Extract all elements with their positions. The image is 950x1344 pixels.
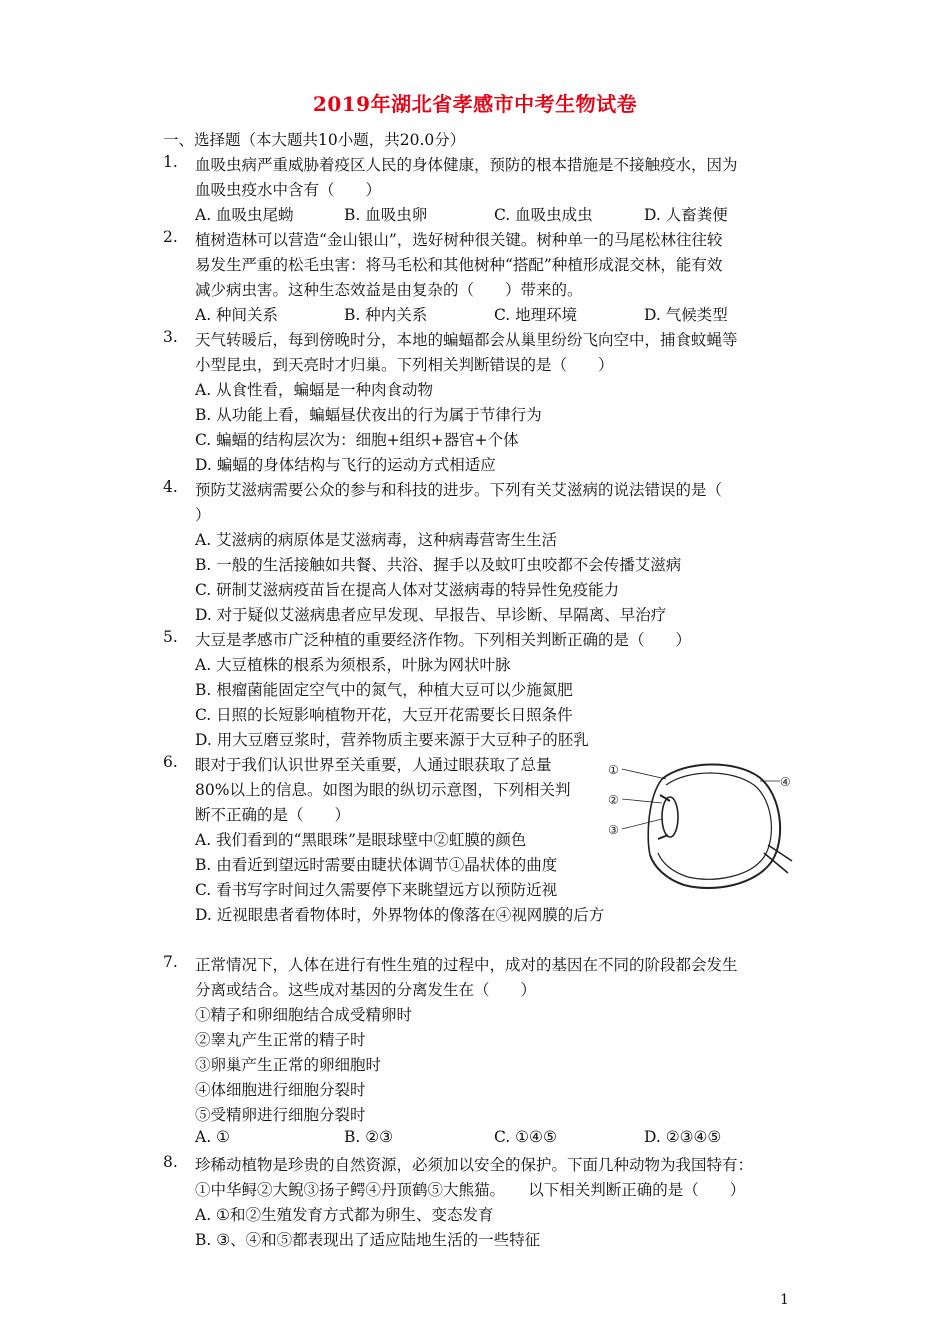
eye-diagram xyxy=(604,757,796,895)
option-d: D. 近视眼患者看物体时，外界物体的像落在④视网膜的后方 xyxy=(195,906,605,924)
option-c: C. 血吸虫成虫 xyxy=(494,206,593,224)
option-b: B. ③、④和⑤都表现出了适应陆地生活的一些特征 xyxy=(195,1231,541,1249)
option-a: A. 血吸虫尾蚴 xyxy=(195,206,294,224)
option-a: A. 从食性看，蝙蝠是一种肉食动物 xyxy=(195,381,434,399)
option-c: C. 日照的长短影响植物开花，大豆开花需要长日照条件 xyxy=(195,706,573,724)
question-number: 1. xyxy=(163,153,178,171)
label-1: ① xyxy=(608,763,619,777)
label-3: ③ xyxy=(608,823,619,837)
statement-item: ⑤受精卵进行细胞分裂时 xyxy=(195,1106,366,1124)
question-number: 4. xyxy=(163,478,178,496)
eye-lens xyxy=(662,797,678,837)
question-text: 预防艾滋病需要公众的参与和科技的进步。下列有关艾滋病的说法错误的是（ xyxy=(195,481,723,499)
eye-cornea xyxy=(648,779,662,855)
option-d: D. 蝙蝠的身体结构与飞行的运动方式相适应 xyxy=(195,456,496,474)
question-text: 易发生严重的松毛虫害：将马毛松和其他树种“搭配”种植形成混交林，能有效 xyxy=(195,256,723,274)
option-a: A. 种间关系 xyxy=(195,306,279,324)
option-c: C. 蝙蝠的结构层次为：细胞+组织+器官+个体 xyxy=(195,431,519,449)
statement-item: ①精子和卵细胞结合成受精卵时 xyxy=(195,1006,413,1024)
option-a: A. 我们看到的“黑眼珠”是眼球壁中②虹膜的颜色 xyxy=(195,831,527,849)
option-b: B. 血吸虫卵 xyxy=(344,206,428,224)
label-2: ② xyxy=(608,793,619,807)
option-d: D. 人畜粪便 xyxy=(644,206,728,224)
question-text: ①中华鲟②大鲵③扬子鳄④丹顶鹤⑤大熊猫。 以下相关判断正确的是（ ） xyxy=(195,1181,746,1199)
question-text: 减少病虫害。这种生态效益是由复杂的（ ）带来的。 xyxy=(195,281,583,299)
question-text: 80%以上的信息。如图为眼的纵切示意图，下列相关判 xyxy=(195,781,571,799)
option-d: D. 气候类型 xyxy=(644,306,728,324)
question-number: 5. xyxy=(163,628,178,646)
label-4: ④ xyxy=(780,775,791,789)
option-b: B. 种内关系 xyxy=(344,306,428,324)
statement-item: ②睾丸产生正常的精子时 xyxy=(195,1031,366,1049)
option-a: A. 大豆植株的根系为须根系，叶脉为网状叶脉 xyxy=(195,656,511,674)
eye-retina xyxy=(658,773,771,879)
question-text: 植树造林可以营造“金山银山”，选好树种很关键。树种单一的马尾松林往往较 xyxy=(195,231,723,249)
statement-item: ③卵巢产生正常的卵细胞时 xyxy=(195,1056,382,1074)
question-number: 3. xyxy=(163,328,178,346)
option-b: B. ②③ xyxy=(344,1128,394,1146)
exam-title: 2019年湖北省孝感市中考生物试卷 xyxy=(312,92,638,116)
question-text: 血吸虫病严重威胁着疫区人民的身体健康，预防的根本措施是不接触疫水，因为 xyxy=(195,156,738,174)
option-d: D. 用大豆磨豆浆时，营养物质主要来源于大豆种子的胚乳 xyxy=(195,731,589,749)
statement-item: ④体细胞进行细胞分裂时 xyxy=(195,1081,366,1099)
option-b: B. 一般的生活接触如共餐、共浴、握手以及蚊叮虫咬都不会传播艾滋病 xyxy=(195,556,682,574)
question-text: 血吸虫疫水中含有（ ） xyxy=(195,181,382,199)
option-a: A. ①和②生殖发育方式都为卵生、变态发育 xyxy=(195,1206,494,1224)
option-a: A. 艾滋病的病原体是艾滋病毒，这种病毒营寄生生活 xyxy=(195,531,558,549)
question-text: 断不正确的是（ ） xyxy=(195,806,351,824)
question-text: 眼对于我们认识世界至关重要，人通过眼获取了总量 xyxy=(195,756,552,774)
option-b: B. 根瘤菌能固定空气中的氮气，种植大豆可以少施氮肥 xyxy=(195,681,573,699)
question-text: 天气转暖后，每到傍晚时分，本地的蝙蝠都会从巢里纷纷飞向空中，捕食蚊蝇等 xyxy=(195,331,738,349)
question-number: 7. xyxy=(163,953,178,971)
option-c: C. 地理环境 xyxy=(494,306,578,324)
question-number: 6. xyxy=(163,753,178,771)
option-c: C. 研制艾滋病疫苗旨在提高人体对艾滋病毒的特异性免疫能力 xyxy=(195,581,620,599)
question-number: 2. xyxy=(163,228,178,246)
page-number: 1 xyxy=(780,1292,789,1308)
option-b: B. 从功能上看，蝙蝠昼伏夜出的行为属于节律行为 xyxy=(195,406,542,424)
question-text: 大豆是孝感市广泛种植的重要经济作物。下列相关判断正确的是（ ） xyxy=(195,631,692,649)
question-text: 分离或结合。这些成对基因的分离发生在（ ） xyxy=(195,981,537,999)
option-b: B. 由看近到望远时需要由睫状体调节①晶状体的曲度 xyxy=(195,856,558,874)
question-text: 珍稀动植物是珍贵的自然资源，必须加以安全的保护。下面几种动物为我国特有： xyxy=(195,1156,754,1174)
eye-iris xyxy=(658,795,670,839)
question-text: ） xyxy=(195,506,211,524)
option-a: A. ① xyxy=(195,1128,230,1146)
question-text: 正常情况下，人体在进行有性生殖的过程中，成对的基因在不同的阶段都会发生 xyxy=(195,956,738,974)
question-text: 小型昆虫，到天亮时才归巢。下列相关判断错误的是（ ） xyxy=(195,356,614,374)
option-d: D. ②③④⑤ xyxy=(644,1128,722,1146)
option-d: D. 对于疑似艾滋病患者应早发现、早报告、早诊断、早隔离、早治疗 xyxy=(195,606,667,624)
option-c: C. ①④⑤ xyxy=(494,1128,557,1146)
question-number: 8. xyxy=(163,1153,178,1171)
option-c: C. 看书写字时间过久需要停下来眺望远方以预防近视 xyxy=(195,881,558,899)
section-heading: 一、选择题（本大题共10小题，共20.0分） xyxy=(163,131,466,149)
